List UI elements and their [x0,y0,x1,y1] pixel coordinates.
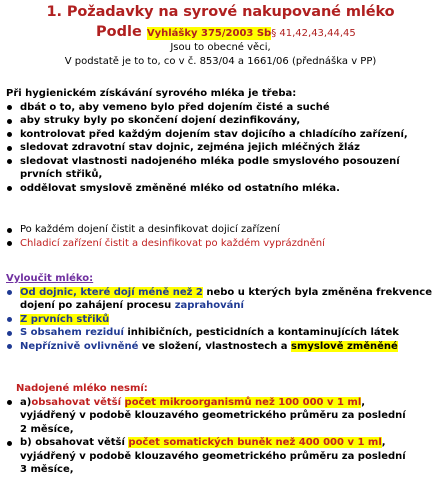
bullet-icon [7,132,12,137]
list-item: a)obsahovat větší počet mikroorganismů než 100 000 v 1 ml, vyjádřený v podobě klouzavého geometrického průměru za poslední 2 měsíce, [6,396,438,437]
law-paragraphs: § 41,42,43,44,45 [271,28,356,39]
list-item: Nepříznivě ovlivněné ve složení, vlastnostech a smyslově změněné [6,340,438,354]
list-item: aby struky byly po skončení dojení dezinfikovány, [6,114,438,128]
limits-heading: Nadojené mléko nesmí: [16,383,148,394]
hygiene-section [6,87,438,195]
limits-section [6,382,438,477]
bullet-icon [7,344,12,349]
intro-line-1: Jsou to obecné věci, [170,42,271,53]
bullet-icon [7,441,12,446]
list-item: Po každém dojení čistit a desinfikovat dojicí zařízení [6,223,438,237]
exclude-section [6,272,438,353]
list-item: Chladicí zařízení čistit a desinfikovat po každém vyprázdnění [6,237,438,251]
list-item: sledovat zdravotní stav dojnic, zejména jejich mléčných žláz [6,141,438,155]
list-item: Od dojnic, které dojí méně než 2 nebo u kterých byla změněna frekvence dojení po zahájení procesu zaprahování [6,286,438,313]
bullet-icon [7,317,12,322]
bullet-icon [7,290,12,295]
exclude-heading: Vyloučit mléko: [6,273,94,284]
list-item: Z prvních střiků [6,313,438,327]
subtitle-lead: Podle [96,24,142,40]
bullet-icon [7,228,12,233]
bullet-icon [7,119,12,124]
law-reference: Vyhlášky 375/2003 Sb [146,28,272,39]
subtitle [96,24,356,40]
bullet-icon [7,241,12,246]
hygiene-heading: Při hygienickém získávání syrového mléka je třeba: [6,88,297,99]
intro-line-2: V podstatě je to to, co v č. 853/04 a 1661/06 (přednáška v PP) [64,56,377,67]
list-item: b) obsahovat větší počet somatických buněk než 400 000 v 1 ml, vyjádřený v podobě klouzavého geometrického průměru za poslední 3 měsíce, [6,436,438,477]
bullet-icon [7,105,12,110]
list-item: S obsahem reziduí inhibičních, pesticidních a kontaminujících látek [6,326,438,340]
list-item: dbát o to, aby vemeno bylo před dojením čisté a suché [6,101,438,115]
bullet-icon [7,331,12,336]
cleaning-section [6,223,438,250]
bullet-icon [7,186,12,191]
bullet-icon [7,146,12,151]
bullet-icon [7,159,12,164]
bullet-icon [7,400,12,405]
list-item: sledovat vlastnosti nadojeného mléka podle smyslového posouzení prvních střiků, [6,155,438,182]
page-title: 1. Požadavky na syrové nakupované mléko [46,4,395,20]
list-item: kontrolovat před každým dojením stav dojicího a chladícího zařízení, [6,128,438,142]
list-item: oddělovat smyslově změněné mléko od ostatního mléka. [6,182,438,196]
